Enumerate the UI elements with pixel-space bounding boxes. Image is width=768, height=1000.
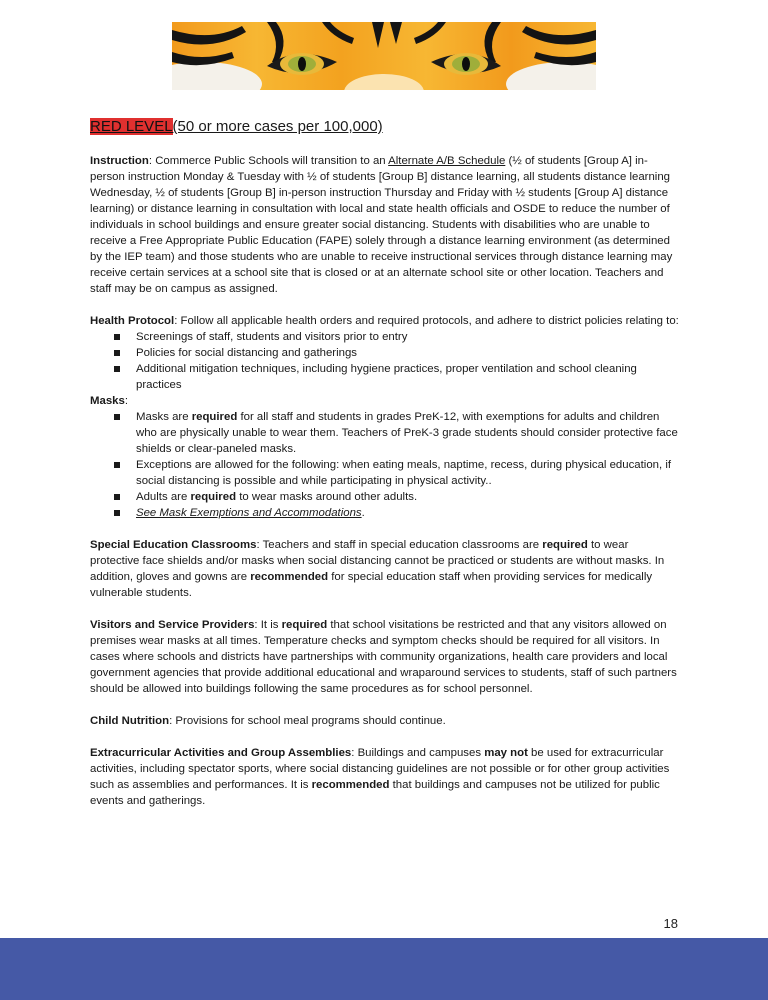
instruction-label: Instruction — [90, 155, 149, 167]
extracurricular-label: Extracurricular Activities and Group Assemblies — [90, 747, 352, 759]
health-protocol-label: Health Protocol — [90, 315, 175, 327]
extracurricular-section: Extracurricular Activities and Group Assemblies: Buildings and campuses may not be used for extracurricular activities, including spectator sports, where social distancing guidelines are not possible or for other group activities such as assemblies and performances. It is recommended that buildings and campuses not be utilized for public events and gatherings. — [90, 747, 670, 807]
footer-band — [0, 938, 768, 1000]
list-item: Exceptions are allowed for the following: when eating meals, naptime, recess, during physical education, if social distancing is possible and while participating in physical activity.. — [90, 457, 680, 489]
document-body — [90, 117, 680, 825]
alternate-schedule-link[interactable]: Alternate A/B Schedule — [388, 155, 506, 167]
special-education-section: Special Education Classrooms: Teachers and staff in special education classrooms are required to wear protective face shields and/or masks when social distancing cannot be practiced or students are without masks. In addition, gloves and gowns are recommended for special education staff when providing services for medically vulnerable students. — [90, 539, 665, 599]
child-nutrition-section: Child Nutrition: Provisions for school meal programs should continue. — [90, 715, 446, 727]
red-level-label: RED LEVEL — [90, 118, 173, 135]
special-education-label: Special Education Classrooms — [90, 539, 257, 551]
visitors-label: Visitors and Service Providers — [90, 619, 255, 631]
masks-list — [90, 409, 680, 521]
masks-section: Masks: Masks are required for all staff and students in grades PreK-12, with exemptions for adults and children who are physically unable to wear them. Teachers of PreK-3 grade students should consider protective face shields or clear-paneled masks. Exceptions are allowed for the following: when eating meals, naptime, recess, during physical education, if social distancing is possible and while participating in physical activity.. Adults are required to wear masks around other adults. See Mask Exemptions and Accommodations. — [90, 393, 680, 521]
list-item: Additional mitigation techniques, including hygiene practices, proper ventilation and school cleaning practices — [90, 361, 680, 393]
masks-label: Masks — [90, 395, 125, 407]
visitors-section: Visitors and Service Providers: It is required that school visitations be restricted and that any visitors allowed on premises wear masks at all times. Temperature checks and symptom checks should be required for all visitors. In cases where schools and districts have partnerships with community organizations, health care providers and local government agencies that provide additional educational and wraparound services to students, staff of such partners should be allowed into buildings following the same procedures as for school personnel. — [90, 619, 677, 695]
page-number: 18 — [663, 916, 678, 931]
instruction-section: Instruction: Commerce Public Schools will transition to an Alternate A/B Schedule (½ of students [Group A] in-person instruction Monday & Tuesday with ½ of students [Group B] distance learning, all students distance learning Wednesday, ½ of students [Group B] in-person instruction Thursday and Friday with ½ students [Group A] distance learning) or distance learning in consultation with local and state health officials and OSDE to reduce the number of individuals in school buildings and ensure greater social distancing. Students with disabilities who are unable to receive a Free Appropriate Public Education (FAPE) solely through a distance learning environment (as determined by the IEP team) and those students who are unable to receive instructional services through distance learning may receive certain services at a school site that is closed or at an alternate school site or other location. Teachers and staff may be on campus as assigned. — [90, 155, 673, 295]
alert-level-heading — [90, 117, 680, 137]
mask-exemptions-link[interactable]: See Mask Exemptions and Accommodations — [136, 507, 362, 519]
level-criteria: (50 or more cases per 100,000) — [172, 118, 383, 135]
list-item: Screenings of staff, students and visitors prior to entry — [90, 329, 680, 345]
list-item: Policies for social distancing and gatherings — [90, 345, 680, 361]
health-protocol-list — [90, 329, 680, 393]
health-protocol-section: Health Protocol: Follow all applicable health orders and required protocols, and adhere to district policies relating to: Screenings of staff, students and visitors prior to entry Policies for social distancing and gatherings Additional mitigation techniques, including hygiene practices, proper ventilation and school cleaning practices — [90, 315, 679, 391]
list-item: Masks are required for all staff and students in grades PreK-12, with exemptions for adults and children who are physically unable to wear them. Teachers of PreK-3 grade students should consider protective face shields or clear-paneled masks. — [90, 409, 680, 457]
child-nutrition-label: Child Nutrition — [90, 715, 170, 727]
list-item: See Mask Exemptions and Accommodations. — [90, 505, 680, 521]
list-item: Adults are required to wear masks around other adults. — [90, 489, 680, 505]
tiger-eyes-banner — [172, 22, 596, 90]
